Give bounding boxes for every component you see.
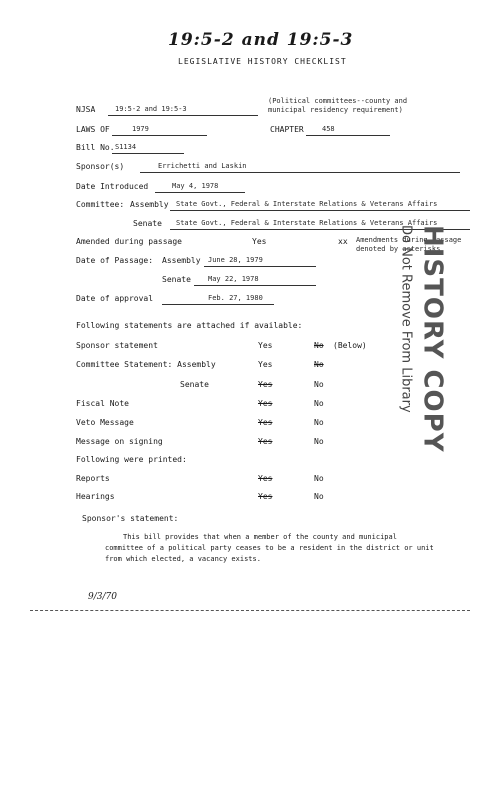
approval-value: Feb. 27, 1980 [208,294,263,302]
statement-no: No [314,437,324,446]
bill-label: Bill No. [76,143,115,152]
statement-no: No [314,360,324,369]
bill-underline [112,153,184,154]
sponsor-label: Sponsor(s) [76,162,125,171]
njsa-note-line1: (Political committees--county and [268,97,408,105]
statement-yes: Yes [258,380,273,389]
committee-label: Committee: [76,200,125,209]
printed-yes: Yes [258,492,273,501]
printed-no: No [314,492,324,501]
approval-label: Date of approval [76,294,154,303]
chapter-value: 458 [322,125,335,133]
statement-yes: Yes [258,437,273,446]
njsa-label: NJSA [76,105,96,114]
statement-label: Committee Statement: Assembly [76,360,216,369]
laws-value: 1979 [132,125,149,133]
statement-extra: (Below) [333,341,367,350]
statement-yes: Yes [258,399,273,408]
approval-underline [162,304,274,305]
statement-label: Veto Message [76,418,134,427]
laws-label: LAWS OF [76,125,110,134]
committee-assembly-underline [170,210,470,211]
statement-no: No [314,418,324,427]
handwritten-initials: 9/3/70 [88,592,117,602]
statement-no: No [314,341,324,350]
passage-senate-label: Senate [162,275,191,284]
printed-label: Reports [76,474,110,483]
passage-senate-underline [194,285,316,286]
statement-label: Sponsor statement [76,341,158,350]
sponsor-statement-label: Sponsor's statement: [82,514,179,523]
committee-senate-label: Senate [133,219,162,228]
attached-heading: Following statements are attached if available: [76,321,303,330]
checklist-title: LEGISLATIVE HISTORY CHECKLIST [178,57,347,66]
committee-assembly-value: State Govt., Federal & Interstate Relations & Veterans Affairs [176,200,438,208]
date-intro-label: Date Introduced [76,182,149,191]
amended-marker: xx [338,237,348,246]
njsa-underline [108,115,258,116]
stamp-sub-text: Do Not Remove From Library [398,225,414,413]
printed-heading: Following were printed: [76,455,187,464]
printed-label: Hearings [76,492,115,501]
chapter-label: CHAPTER [270,125,304,134]
statement-label: Senate [180,380,209,389]
date-intro-underline [155,192,245,193]
stamp-main-text: HISTORY COPY [417,225,448,453]
passage-senate-value: May 22, 1978 [208,275,259,283]
bill-value: S1134 [115,143,137,151]
passage-assembly-underline [204,266,316,267]
statement-yes: Yes [258,341,273,350]
statement-label: Fiscal Note [76,399,129,408]
statement-yes: Yes [258,360,273,369]
committee-assembly-label: Assembly [130,200,169,209]
printed-yes: Yes [258,474,273,483]
amended-label: Amended during passage [76,237,182,246]
njsa-value: 19:5-2 and 19:5-3 [115,105,187,113]
amended-note-line2: denoted by asterisks [356,245,441,253]
passage-assembly-value: June 28, 1979 [208,256,263,264]
committee-senate-value: State Govt., Federal & Interstate Relations & Veterans Affairs [176,219,438,227]
dashed-divider [30,610,470,611]
library-stamp [388,225,458,495]
handwritten-title: 19:5-2 and 19:5-3 [168,30,354,50]
statement-no: No [314,399,324,408]
sponsor-underline [140,172,460,173]
statement-label: Message on signing [76,437,163,446]
njsa-note-line2: municipal residency requirement) [268,106,403,114]
passage-assembly-label: Assembly [162,256,201,265]
date-intro-value: May 4, 1978 [172,182,219,190]
amended-note-line1: Amendments during passage [356,236,462,244]
sponsor-value: Errichetti and Laskin [158,162,247,170]
statement-no: No [314,380,324,389]
passage-label: Date of Passage: [76,256,154,265]
amended-value: Yes [252,237,267,246]
printed-no: No [314,474,324,483]
laws-underline [112,135,207,136]
sponsor-statement-text: This bill provides that when a member of the county and municipal committee of a political party ceases to be a resident in the district or unit from which elected, a vacancy exists. [105,533,434,563]
chapter-underline [306,135,390,136]
statement-yes: Yes [258,418,273,427]
